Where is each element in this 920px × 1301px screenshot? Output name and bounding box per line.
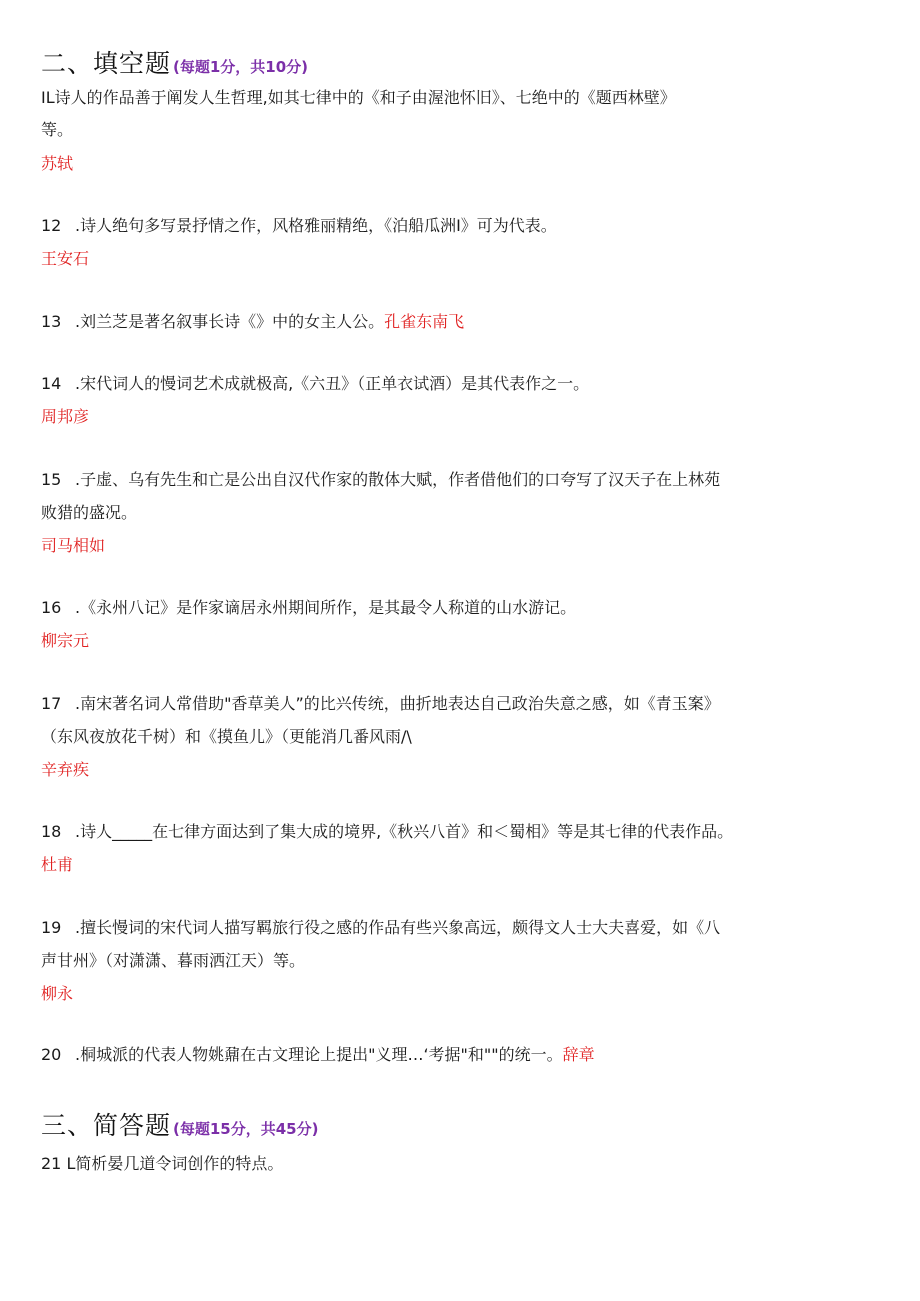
question-number: 20 [41, 1045, 62, 1064]
question-12 [41, 216, 557, 236]
section-title: 二、填空题 [41, 49, 172, 78]
question-15-line2: 败猎的盛况。 [41, 503, 138, 522]
section-heading-fill [41, 44, 308, 80]
question-13 [41, 312, 464, 332]
question-number: 15 [41, 470, 62, 489]
question-text: .桐城派的代表人物姚鼐在古文理论上提出"义理…‘考据"和""的统一。 [75, 1045, 563, 1064]
question-15-line1 [41, 470, 720, 490]
question-19-line1 [41, 918, 720, 938]
question-number: 18 [41, 822, 62, 841]
answer-17: 辛弃疾 [41, 760, 90, 779]
question-11-line1: IL诗人的作品善于阐发人生哲理,如其七律中的《和子由渥池怀旧》、七绝中的《题西林壁》 [41, 88, 676, 107]
question-number: 14 [41, 374, 62, 393]
answer-11: 苏轼 [41, 154, 74, 173]
question-19-line2: 声甘州》（对潇潇、暮雨洒江天）等。 [41, 951, 306, 970]
answer-19: 柳永 [41, 984, 74, 1003]
question-17-line1 [41, 694, 720, 714]
question-text: .子虚、乌有先生和亡是公出自汉代作家的散体大赋，作者借他们的口夸写了汉天子在上林苑 [75, 470, 721, 489]
answer-13: 孔雀东南飞 [384, 312, 465, 331]
section-title: 三、简答题 [41, 1111, 172, 1140]
question-17-line2: （东风夜放花千树）和《摸鱼儿》（更能消几番风雨/\ [41, 727, 412, 746]
answer-14: 周邦彦 [41, 407, 90, 426]
question-20 [41, 1045, 595, 1065]
answer-16: 柳宗元 [41, 631, 90, 650]
question-text: .刘兰芝是著名叙事长诗《》中的女主人公。 [75, 312, 385, 331]
section-heading-short [41, 1106, 318, 1142]
question-text: .《永州八记》是作家谪居永州期间所作，是其最令人称道的山水游记。 [75, 598, 577, 617]
question-21: 21 L简析晏几道令词创作的特点。 [41, 1154, 284, 1173]
answer-20: 辞章 [562, 1045, 595, 1064]
question-text: .诗人绝句多写景抒情之作，风格雅丽精绝，《泊船瓜洲I》可为代表。 [75, 216, 557, 235]
question-14 [41, 374, 589, 394]
question-number: 17 [41, 694, 62, 713]
answer-18: 杜甫 [41, 855, 74, 874]
answer-12: 王安石 [41, 249, 90, 268]
question-text: .擅长慢词的宋代词人描写羁旅行役之感的作品有些兴象高远，颇得文人士大夫喜爱，如《八 [75, 918, 721, 937]
question-number: 12 [41, 216, 62, 235]
section-score-note: (每题1分，共10分) [173, 58, 309, 76]
answer-15: 司马相如 [41, 536, 106, 555]
question-text: .宋代词人的慢词艺术成就极高,《六丑》（正单衣试酒）是其代表作之一。 [75, 374, 590, 393]
section-score-note: (每题15分，共45分) [173, 1120, 319, 1138]
question-text: .南宋著名词人常借助"香草美人”的比兴传统，曲折地表达自己政治失意之感，如《青玉案》 [75, 694, 720, 713]
question-text: .诗人_____在七律方面达到了集大成的境界,《秋兴八首》和＜蜀相》等是其七律的代表作品。 [75, 822, 734, 841]
question-number: 13 [41, 312, 62, 331]
question-number: 16 [41, 598, 62, 617]
question-18 [41, 822, 733, 842]
question-11-line2: 等。 [41, 120, 74, 139]
question-number: 19 [41, 918, 62, 937]
question-16 [41, 598, 576, 618]
